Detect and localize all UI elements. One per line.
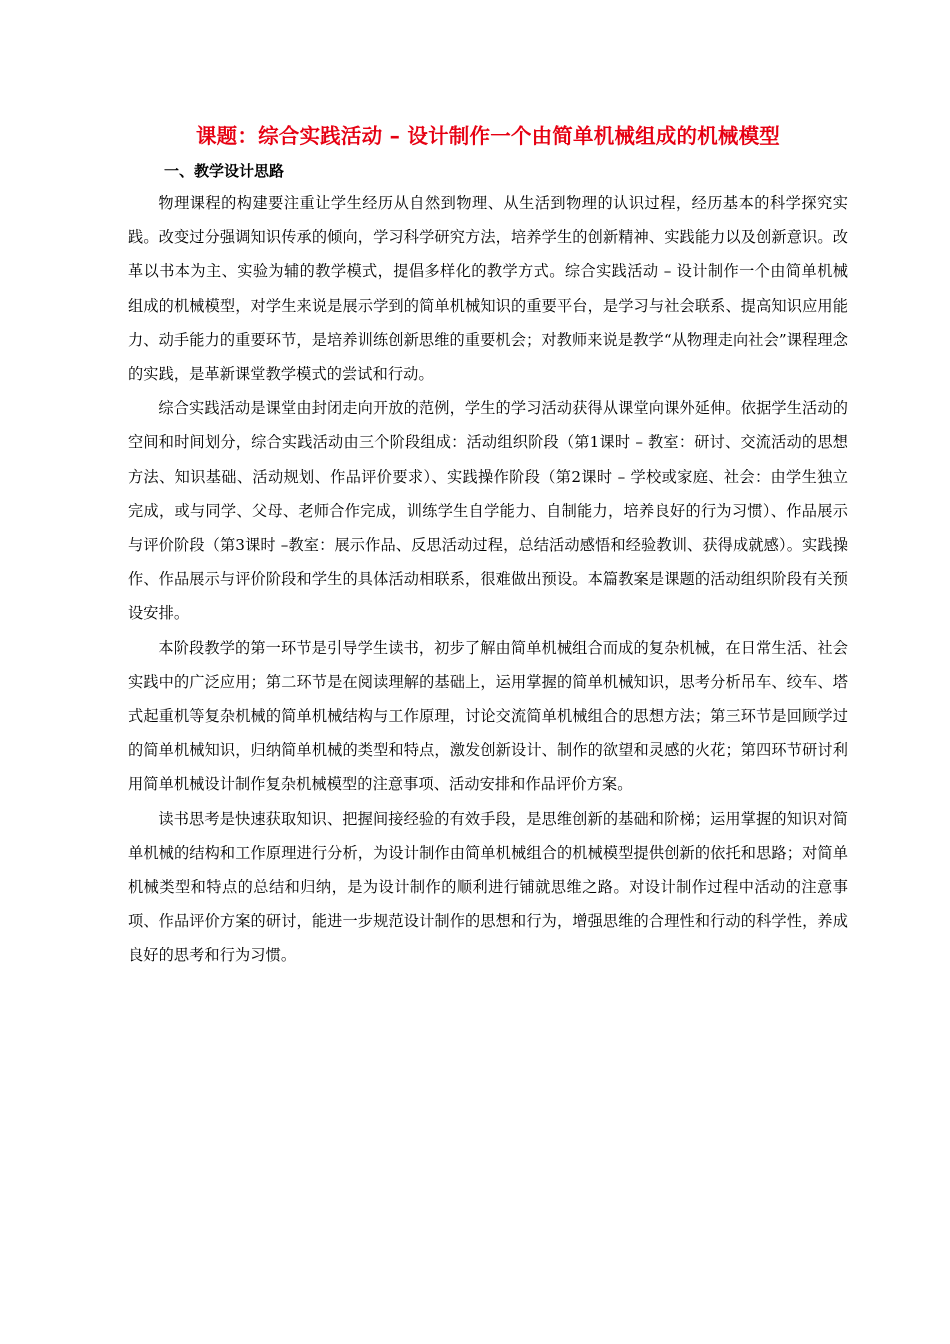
section-heading: 一、教学设计思路 xyxy=(164,162,285,180)
document-page xyxy=(128,118,848,973)
document-title: 课题：综合实践活动 – 设计制作一个由简单机械组成的机械模型 xyxy=(195,124,781,148)
paragraph-3: 本阶段教学的第一环节是引导学生读书，初步了解由简单机械组合而成的复杂机械，在日常生活、社会实践中的广泛应用；第二环节是在阅读理解的基础上，运用掌握的简单机械知识，思考分析吊车、绞车、塔式起重机等复杂机械的简单机械结构与工作原理，讨论交流简单机械组合的思想方法；第三环节是回顾学过的简单机械知识，归纳简单机械的类型和特点，激发创新设计、制作的欲望和灵感的火花；第四环节研讨利用简单机械设计制作复杂机械模型的注意事项、活动安排和作品评价方案。 xyxy=(128,638,848,794)
paragraph-1: 物理课程的构建要注重让学生经历从自然到物理、从生活到物理的认识过程，经历基本的科学探究实践。改变过分强调知识传承的倾向，学习科学研究方法，培养学生的创新精神、实践能力以及创新意识。改革以书本为主、实验为辅的教学模式，提倡多样化的教学方式。综合实践活动 – 设计制作一个由简单机械组成的机械模型，对学生来说是展示学到的简单机械知识的重要平台，是学习与社会联系、提高知识应用能力、动手能力的重要环节，是培养训练创新思维的重要机会；对教师来说是教学“从物理走向社会”课程理念的实践，是革新课堂教学模式的尝试和行动。 xyxy=(128,194,848,384)
paragraph-2: 综合实践活动是课堂由封闭走向开放的范例，学生的学习活动获得从课堂向课外延伸。依据学生活动的空间和时间划分，综合实践活动由三个阶段组成：活动组织阶段（第1课时 – 教室：研讨、交流活动的思想方法、知识基础、活动规划、作品评价要求）、实践操作阶段（第2课时 – 学校或家庭、社会：由学生独立完成，或与同学、父母、老师合作完成，训练学生自学能力、自制能力，培养良好的行为习惯）、作品展示与评价阶段（第3课时 –教室：展示作品、反思活动过程，总结活动感悟和经验教训、获得成就感）。实践操作、作品展示与评价阶段和学生的具体活动相联系，很难做出预设。本篇教案是课题的活动组织阶段有关预设安排。 xyxy=(128,399,848,623)
paragraph-4: 读书思考是快速获取知识、把握间接经验的有效手段，是思维创新的基础和阶梯；运用掌握的知识对简单机械的结构和工作原理进行分析，为设计制作由简单机械组合的机械模型提供创新的依托和思路；对简单机械类型和特点的总结和归纳，是为设计制作的顺利进行铺就思维之路。对设计制作过程中活动的注意事项、作品评价方案的研讨，能进一步规范设计制作的思想和行为，增强思维的合理性和行动的科学性，养成良好的思考和行为习惯。 xyxy=(128,809,848,965)
